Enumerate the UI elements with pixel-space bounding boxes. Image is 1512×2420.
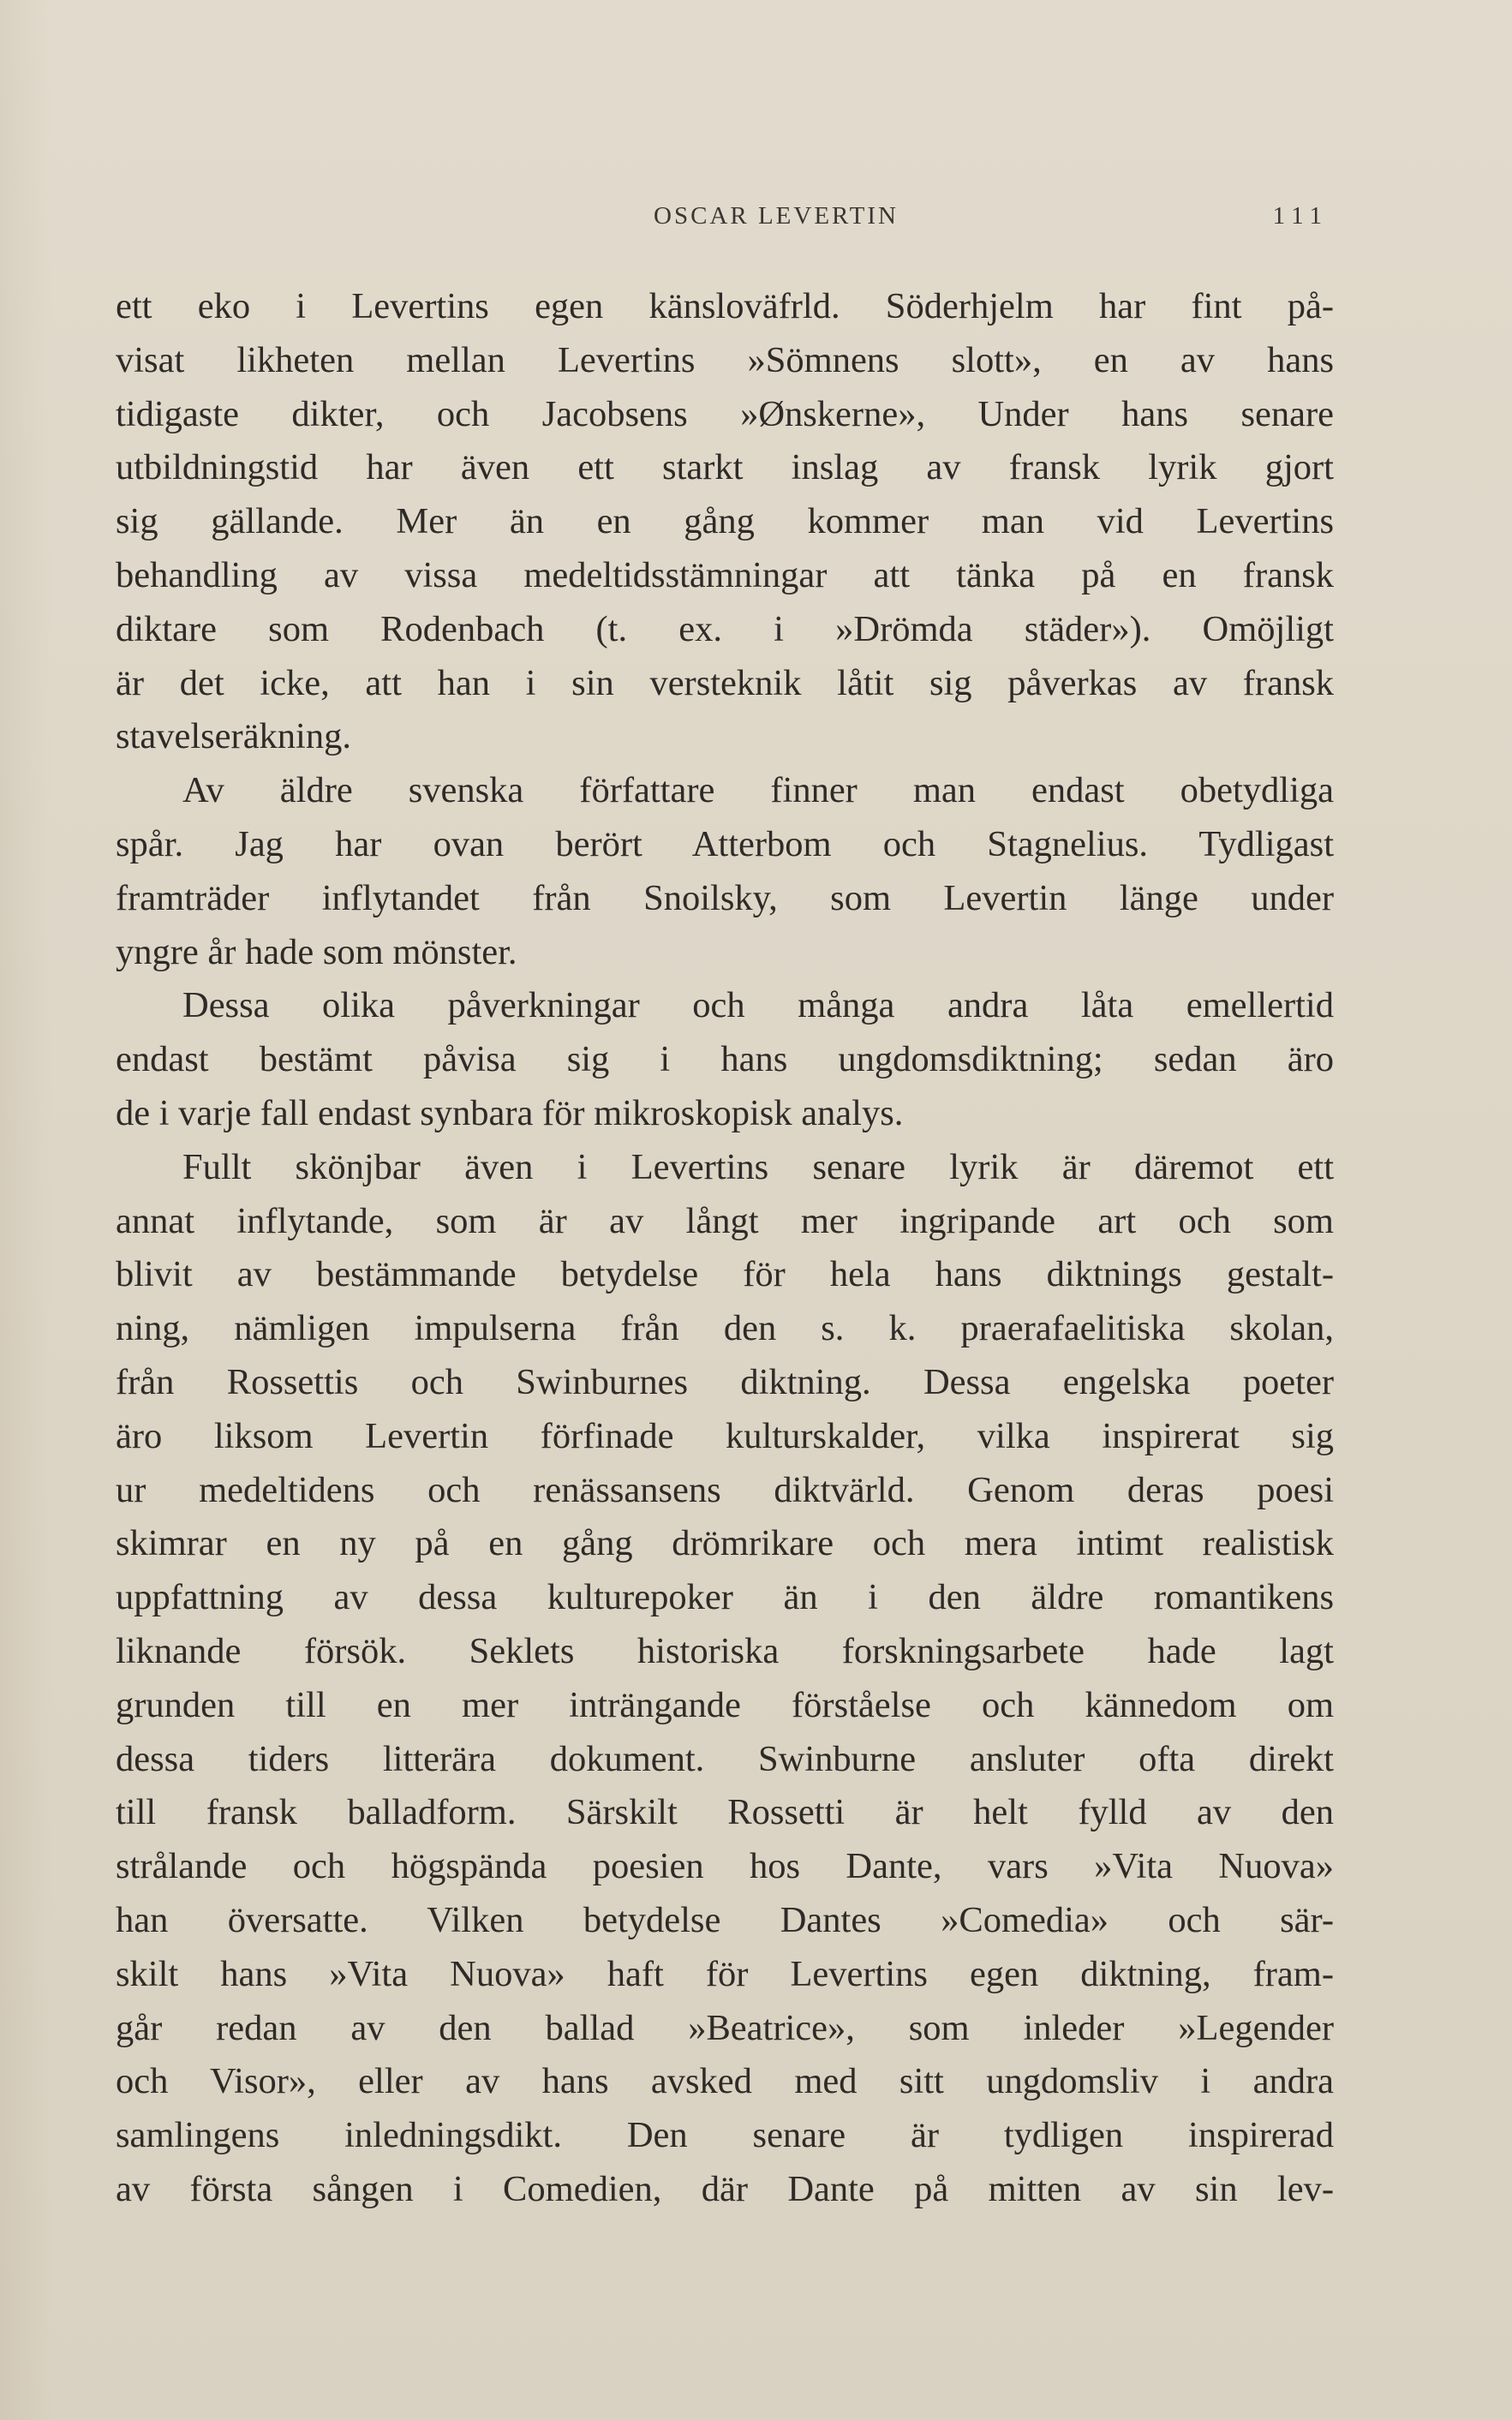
text-line: ning, nämligen impulserna från den s. k. praerafaelitiska skolan, <box>116 1308 1334 1349</box>
text-line: är det icke, att han i sin versteknik låtit sig påverkas av fransk <box>116 662 1334 703</box>
text-line: samlingens inledningsdikt. Den senare är tydligen inspirerad <box>116 2115 1334 2156</box>
text-line: och Visor», eller av hans avsked med sitt ungdomsliv i andra <box>116 2061 1334 2102</box>
text-line: han översatte. Vilken betydelse Dantes »Comedia» och sär- <box>116 1899 1334 1940</box>
text-line: de i varje fall endast synbara för mikroskopisk analys. <box>116 1092 904 1133</box>
page-number: 111 <box>1272 202 1329 230</box>
text-line: från Rossettis och Swinburnes diktning. Dessa engelska poeter <box>116 1361 1334 1402</box>
text-line: ett eko i Levertins egen känsloväfrld. Söderhjelm har fint på- <box>116 286 1334 326</box>
text-line: framträder inflytandet från Snoilsky, som Levertin länge under <box>116 877 1334 918</box>
text-line: ur medeltidens och renässansens diktvärld. Genom deras poesi <box>116 1469 1334 1510</box>
paragraph-4 <box>116 1141 1334 2217</box>
text-line: visat likheten mellan Levertins »Sömnens slott», en av hans <box>116 339 1334 380</box>
text-line: stavelseräkning. <box>116 716 351 757</box>
text-line: tidigaste dikter, och Jacobsens »Ønskerne», Under hans senare <box>116 393 1334 434</box>
text-line: äro liksom Levertin förfinade kulturskalder, vilka inspirerat sig <box>116 1415 1334 1456</box>
text-line: behandling av vissa medeltidsstämningar att tänka på en fransk <box>116 554 1334 595</box>
body-text <box>116 280 1334 2217</box>
text-line: Av äldre svenska författare finner man endast obetydliga <box>182 770 1334 811</box>
text-line: uppfattning av dessa kulturepoker än i den äldre romantikens <box>116 1577 1334 1618</box>
text-line: utbildningstid har även ett starkt inslag av fransk lyrik gjort <box>116 447 1334 488</box>
text-line: går redan av den ballad »Beatrice», som inleder »Legender <box>116 2007 1334 2048</box>
text-line: sig gällande. Mer än en gång kommer man vid Levertins <box>116 501 1334 542</box>
paragraph-2 <box>116 764 1334 979</box>
text-line: spår. Jag har ovan berört Atterbom och Stagnelius. Tydligast <box>116 823 1334 864</box>
text-line: liknande försök. Seklets historiska forskningsarbete hade lagt <box>116 1630 1334 1671</box>
text-line: grunden till en mer inträngande förståelse och kännedom om <box>116 1684 1334 1725</box>
running-title: OSCAR LEVERTIN <box>654 202 899 230</box>
page-header <box>116 202 1334 236</box>
text-line: till fransk balladform. Särskilt Rossetti är helt fylld av den <box>116 1792 1334 1833</box>
paragraph-1 <box>116 280 1334 764</box>
text-line: endast bestämt påvisa sig i hans ungdomsdiktning; sedan äro <box>116 1039 1334 1080</box>
text-line: yngre år hade som mönster. <box>116 931 517 972</box>
text-line: blivit av bestämmande betydelse för hela hans diktnings gestalt- <box>116 1254 1334 1295</box>
text-line: av första sången i Comedien, där Dante på mitten av sin lev- <box>116 2168 1334 2209</box>
text-line: skimrar en ny på en gång drömrikare och mera intimt realistisk <box>116 1523 1334 1564</box>
text-line: strålande och högspända poesien hos Dante, vars »Vita Nuova» <box>116 1846 1334 1887</box>
text-line: Fullt skönjbar även i Levertins senare lyrik är däremot ett <box>182 1146 1334 1187</box>
text-line: diktare som Rodenbach (t. ex. i »Drömda städer»). Omöjligt <box>116 608 1334 649</box>
text-line: skilt hans »Vita Nuova» haft för Levertins egen diktning, fram- <box>116 1953 1334 1994</box>
text-line: annat inflytande, som är av långt mer ingripande art och som <box>116 1200 1334 1241</box>
text-line: Dessa olika påverkningar och många andra låta emellertid <box>182 985 1334 1026</box>
paragraph-3 <box>116 979 1334 1140</box>
text-line: dessa tiders litterära dokument. Swinburne ansluter ofta direkt <box>116 1738 1334 1779</box>
